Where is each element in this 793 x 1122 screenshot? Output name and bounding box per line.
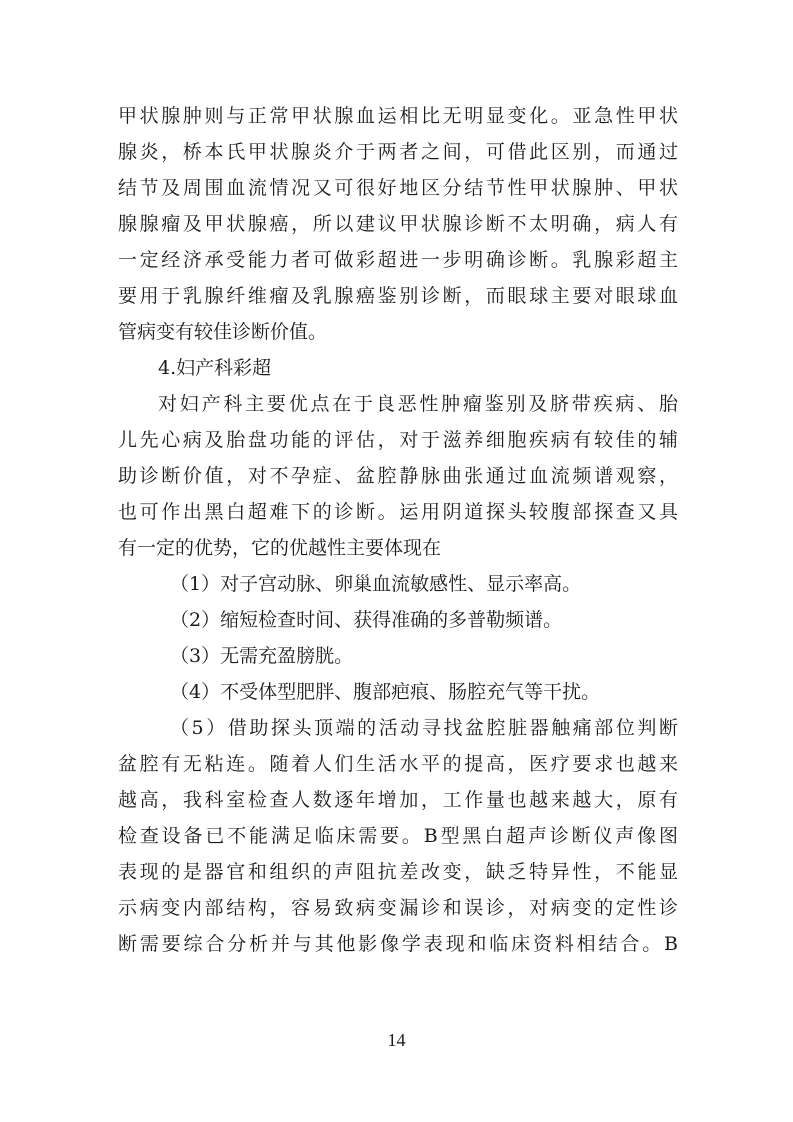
text-line: 检查设备已不能满足临床需要。B型黑白超声诊断仪声像图	[118, 825, 678, 847]
list-item: （3）无需充盈膀胱。	[170, 645, 354, 667]
text-line: 表现的是器官和组织的声阻抗差改变，缺乏特异性，不能显	[118, 861, 678, 883]
list-item: （4）不受体型肥胖、腹部疤痕、肠腔充气等干扰。	[170, 681, 601, 703]
text-line: 盆腔有无粘连。随着人们生活水平的提高，医疗要求也越来	[118, 753, 678, 775]
text-line: 腺腺瘤及甲状腺癌，所以建议甲状腺诊断不太明确，病人有	[118, 213, 678, 235]
text-line: 甲状腺肿则与正常甲状腺血运相比无明显变化。亚急性甲状	[118, 105, 678, 127]
text-line: 管病变有较佳诊断价值。	[118, 321, 328, 343]
text-line: 也可作出黑白超难下的诊断。运用阴道探头较腹部探查又具	[118, 501, 678, 523]
text-line: 示病变内部结构，容易致病变漏诊和误诊，对病变的定性诊	[118, 897, 678, 919]
text-line: 对妇产科主要优点在于良恶性肿瘤鉴别及脐带疾病、胎	[158, 393, 678, 415]
text-line: 助诊断价值，对不孕症、盆腔静脉曲张通过血流频谱观察，	[118, 465, 678, 487]
text-line: 断需要综合分析并与其他影像学表现和临床资料相结合。B	[118, 933, 678, 955]
text-line: 一定经济承受能力者可做彩超进一步明确诊断。乳腺彩超主	[118, 249, 678, 271]
text-line: 有一定的优势，它的优越性主要体现在	[118, 537, 442, 559]
list-item: （2）缩短检查时间、获得准确的多普勒频谱。	[170, 609, 563, 631]
section-heading: 4.妇产科彩超	[158, 357, 272, 379]
text-line: 越高，我科室检查人数逐年增加，工作量也越来越大，原有	[118, 789, 678, 811]
list-item: （1）对子宫动脉、卵巢血流敏感性、显示率高。	[170, 573, 582, 595]
text-line: 儿先心病及胎盘功能的评估，对于滋养细胞疾病有较佳的辅	[118, 429, 678, 451]
text-line: 结节及周围血流情况又可很好地区分结节性甲状腺肿、甲状	[118, 177, 678, 199]
list-item: （5）借助探头顶端的活动寻找盆腔脏器触痛部位判断	[170, 717, 678, 739]
page-number: 14	[387, 1030, 406, 1050]
document-body	[118, 98, 678, 962]
text-line: 腺炎，桥本氏甲状腺炎介于两者之间，可借此区别，而通过	[118, 141, 678, 163]
text-line: 要用于乳腺纤维瘤及乳腺癌鉴别诊断，而眼球主要对眼球血	[118, 285, 678, 307]
